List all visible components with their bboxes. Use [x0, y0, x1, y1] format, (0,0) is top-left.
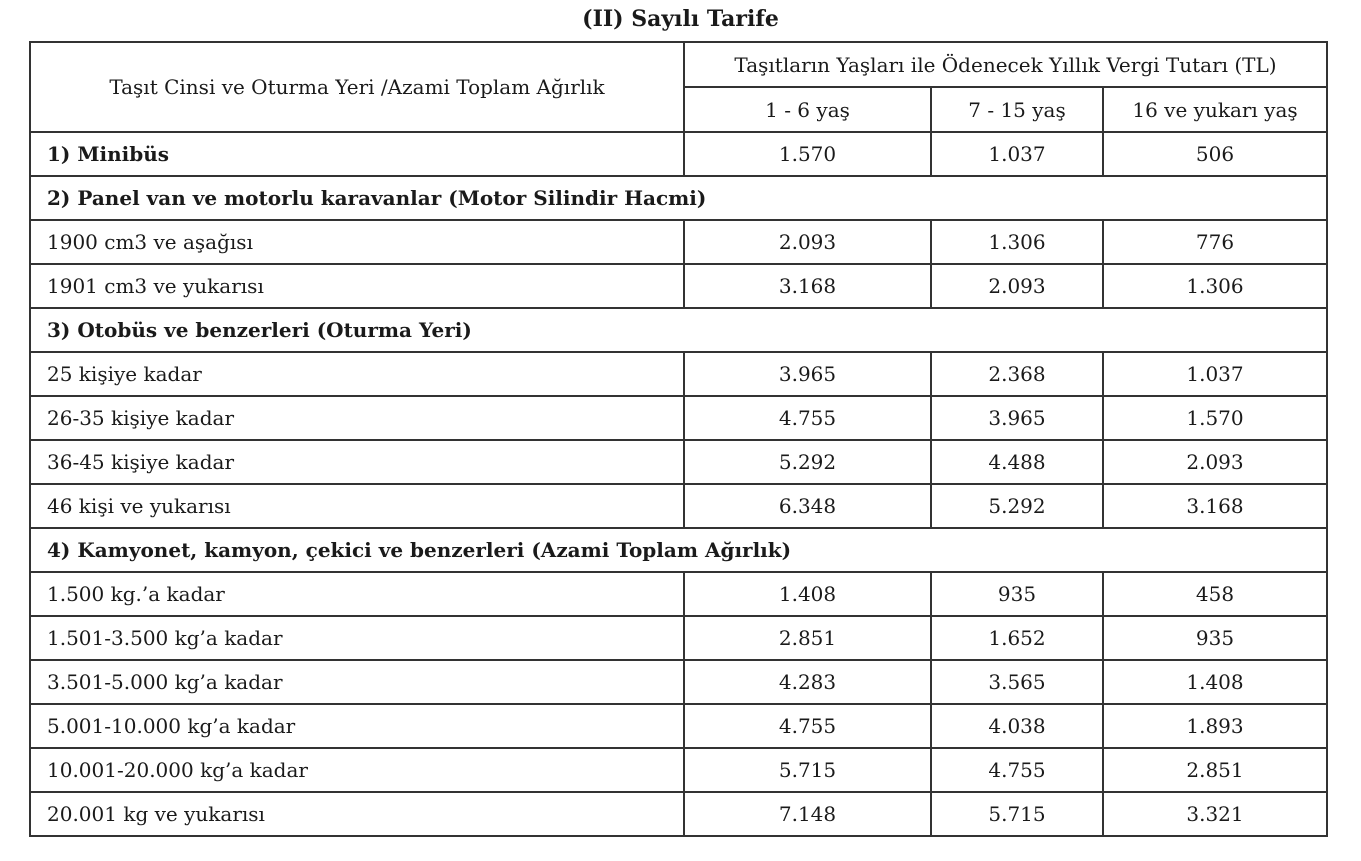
category-row [30, 176, 1327, 220]
table-row [30, 704, 1327, 748]
tax-value-cell: 5.292 [684, 440, 931, 484]
table-body [30, 132, 1327, 836]
tax-value-cell: 2.851 [1103, 748, 1327, 792]
row-label: 1900 cm3 ve aşağısı [30, 220, 684, 264]
tax-value-cell: 4.488 [931, 440, 1103, 484]
tax-value-cell: 1.570 [1103, 396, 1327, 440]
page-title: (II) Sayılı Tarife [582, 6, 779, 32]
row-label: 20.001 kg ve yukarısı [30, 792, 684, 836]
tax-value-cell: 1.893 [1103, 704, 1327, 748]
category-row [30, 308, 1327, 352]
tax-value-cell: 1.408 [684, 572, 931, 616]
tax-value-cell: 6.348 [684, 484, 931, 528]
row-label: 10.001-20.000 kg’a kadar [30, 748, 684, 792]
table-row [30, 220, 1327, 264]
table-row [30, 484, 1327, 528]
row-label: 3.501-5.000 kg’a kadar [30, 660, 684, 704]
table-row [30, 792, 1327, 836]
category-label: 3) Otobüs ve benzerleri (Oturma Yeri) [30, 308, 1327, 352]
row-label: 1.500 kg.’a kadar [30, 572, 684, 616]
table-row [30, 132, 1327, 176]
category-row [30, 528, 1327, 572]
tax-value-cell: 1.306 [1103, 264, 1327, 308]
row-label: 1901 cm3 ve yukarısı [30, 264, 684, 308]
column-header-age-1-6: 1 - 6 yaş [684, 87, 931, 132]
tax-value-cell: 1.037 [1103, 352, 1327, 396]
tax-value-cell: 3.168 [684, 264, 931, 308]
tax-value-cell: 935 [931, 572, 1103, 616]
tax-value-cell: 3.965 [931, 396, 1103, 440]
tax-value-cell: 458 [1103, 572, 1327, 616]
tax-value-cell: 2.093 [684, 220, 931, 264]
tax-value-cell: 3.321 [1103, 792, 1327, 836]
table-row [30, 572, 1327, 616]
tax-value-cell: 2.368 [931, 352, 1103, 396]
tax-value-cell: 1.306 [931, 220, 1103, 264]
row-label: 1.501-3.500 kg’a kadar [30, 616, 684, 660]
table-row [30, 616, 1327, 660]
tariff-table [29, 41, 1328, 837]
tax-value-cell: 4.755 [684, 704, 931, 748]
tax-value-cell: 2.851 [684, 616, 931, 660]
tax-value-cell: 3.965 [684, 352, 931, 396]
tax-value-cell: 5.292 [931, 484, 1103, 528]
table-row [30, 748, 1327, 792]
column-group-header-tax-amount: Taşıtların Yaşları ile Ödenecek Yıllık Vergi Tutarı (TL) [684, 42, 1327, 87]
row-label: 36-45 kişiye kadar [30, 440, 684, 484]
tax-value-cell: 1.570 [684, 132, 931, 176]
tax-value-cell: 1.037 [931, 132, 1103, 176]
tax-value-cell: 1.652 [931, 616, 1103, 660]
row-label: 25 kişiye kadar [30, 352, 684, 396]
tax-value-cell: 1.408 [1103, 660, 1327, 704]
tax-value-cell: 3.565 [931, 660, 1103, 704]
table-row [30, 352, 1327, 396]
column-header-vehicle-type: Taşıt Cinsi ve Oturma Yeri /Azami Toplam Ağırlık [30, 42, 684, 132]
tax-value-cell: 4.283 [684, 660, 931, 704]
tax-value-cell: 4.755 [684, 396, 931, 440]
table-row [30, 660, 1327, 704]
tax-value-cell: 7.148 [684, 792, 931, 836]
category-label: 4) Kamyonet, kamyon, çekici ve benzerleri (Azami Toplam Ağırlık) [30, 528, 1327, 572]
row-label: 46 kişi ve yukarısı [30, 484, 684, 528]
table-row [30, 440, 1327, 484]
tax-value-cell: 506 [1103, 132, 1327, 176]
table-row [30, 396, 1327, 440]
tax-value-cell: 5.715 [684, 748, 931, 792]
row-label: 26-35 kişiye kadar [30, 396, 684, 440]
tax-value-cell: 2.093 [1103, 440, 1327, 484]
tax-value-cell: 935 [1103, 616, 1327, 660]
table-row [30, 264, 1327, 308]
tax-value-cell: 5.715 [931, 792, 1103, 836]
category-label: 2) Panel van ve motorlu karavanlar (Motor Silindir Hacmi) [30, 176, 1327, 220]
tax-value-cell: 3.168 [1103, 484, 1327, 528]
tax-value-cell: 776 [1103, 220, 1327, 264]
column-header-age-16-plus: 16 ve yukarı yaş [1103, 87, 1327, 132]
row-label: 5.001-10.000 kg’a kadar [30, 704, 684, 748]
tax-value-cell: 2.093 [931, 264, 1103, 308]
row-label: 1) Minibüs [30, 132, 684, 176]
tax-value-cell: 4.755 [931, 748, 1103, 792]
tax-value-cell: 4.038 [931, 704, 1103, 748]
column-header-age-7-15: 7 - 15 yaş [931, 87, 1103, 132]
